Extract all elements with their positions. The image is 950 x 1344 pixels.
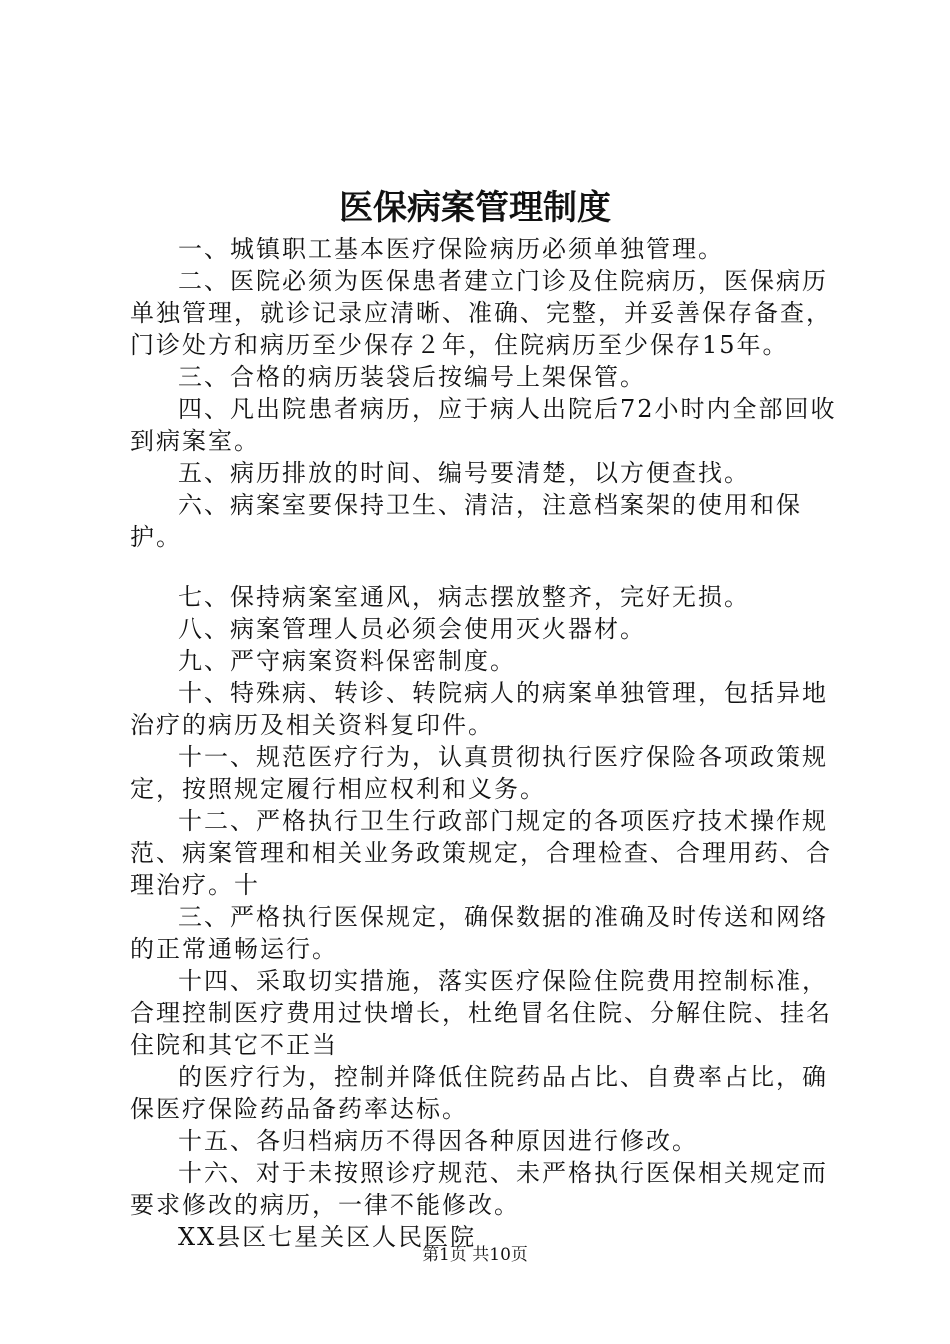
paragraph-12: 十二、严格执行卫生行政部门规定的各项医疗技术操作规范、病案管理和相关业务政策规定，合理检查、合理用药、合理治疗。十 — [130, 807, 832, 899]
paragraph-3: 三、合格的病历装袋后按编号上架保管。 — [178, 363, 646, 391]
paragraph-9: 九、严守病案资料保密制度。 — [178, 647, 516, 675]
paragraph-14: 十四、采取切实措施，落实医疗保险住院费用控制标准，合理控制医疗费用过快增长，杜绝冒名住院、分解住院、挂名住院和其它不正当 — [130, 967, 832, 1059]
paragraph-10: 十、特殊病、转诊、转院病人的病案单独管理，包括异地治疗的病历及相关资料复印件。 — [130, 679, 828, 739]
paragraph-7: 七、保持病案室通风，病志摆放整齐，完好无损。 — [178, 583, 750, 611]
paragraph-gap — [130, 553, 840, 581]
paragraph-8: 八、病案管理人员必须会使用灭火器材。 — [178, 615, 646, 643]
paragraph-6: 六、病案室要保持卫生、清洁，注意档案架的使用和保护。 — [130, 491, 802, 551]
paragraph-13: 三、严格执行医保规定，确保数据的准确及时传送和网络的正常通畅运行。 — [130, 903, 828, 963]
document-body — [130, 233, 840, 1253]
document-title: 医保病案管理制度 — [339, 188, 611, 228]
paragraph-11: 十一、规范医疗行为，认真贯彻执行医疗保险各项政策规定，按照规定履行相应权利和义务。 — [130, 743, 828, 803]
paragraph-4: 四、凡出院患者病历，应于病人出院后72小时内全部回收到病案室。 — [130, 395, 837, 455]
paragraph-1: 一、城镇职工基本医疗保险病历必须单独管理。 — [178, 235, 724, 263]
paragraph-2: 二、医院必须为医保患者建立门诊及住院病历，医保病历单独管理，就诊记录应清晰、准确、完整，并妥善保存备查，门诊处方和病历至少保存２年，住院病历至少保存15年。 — [130, 267, 832, 359]
paragraph-5: 五、病历排放的时间、编号要清楚，以方便查找。 — [178, 459, 750, 487]
paragraph-16: 十六、对于未按照诊疗规范、未严格执行医保相关规定而要求修改的病历，一律不能修改。 — [130, 1159, 828, 1219]
paragraph-14-continued: 的医疗行为，控制并降低住院药品占比、自费率占比，确保医疗保险药品备药率达标。 — [130, 1063, 828, 1123]
page-footer: 第1页 共10页 — [422, 1245, 528, 1265]
paragraph-15: 十五、各归档病历不得因各种原因进行修改。 — [178, 1127, 698, 1155]
hospital-signature: XX县区七星关区人民医院 — [178, 1223, 477, 1251]
